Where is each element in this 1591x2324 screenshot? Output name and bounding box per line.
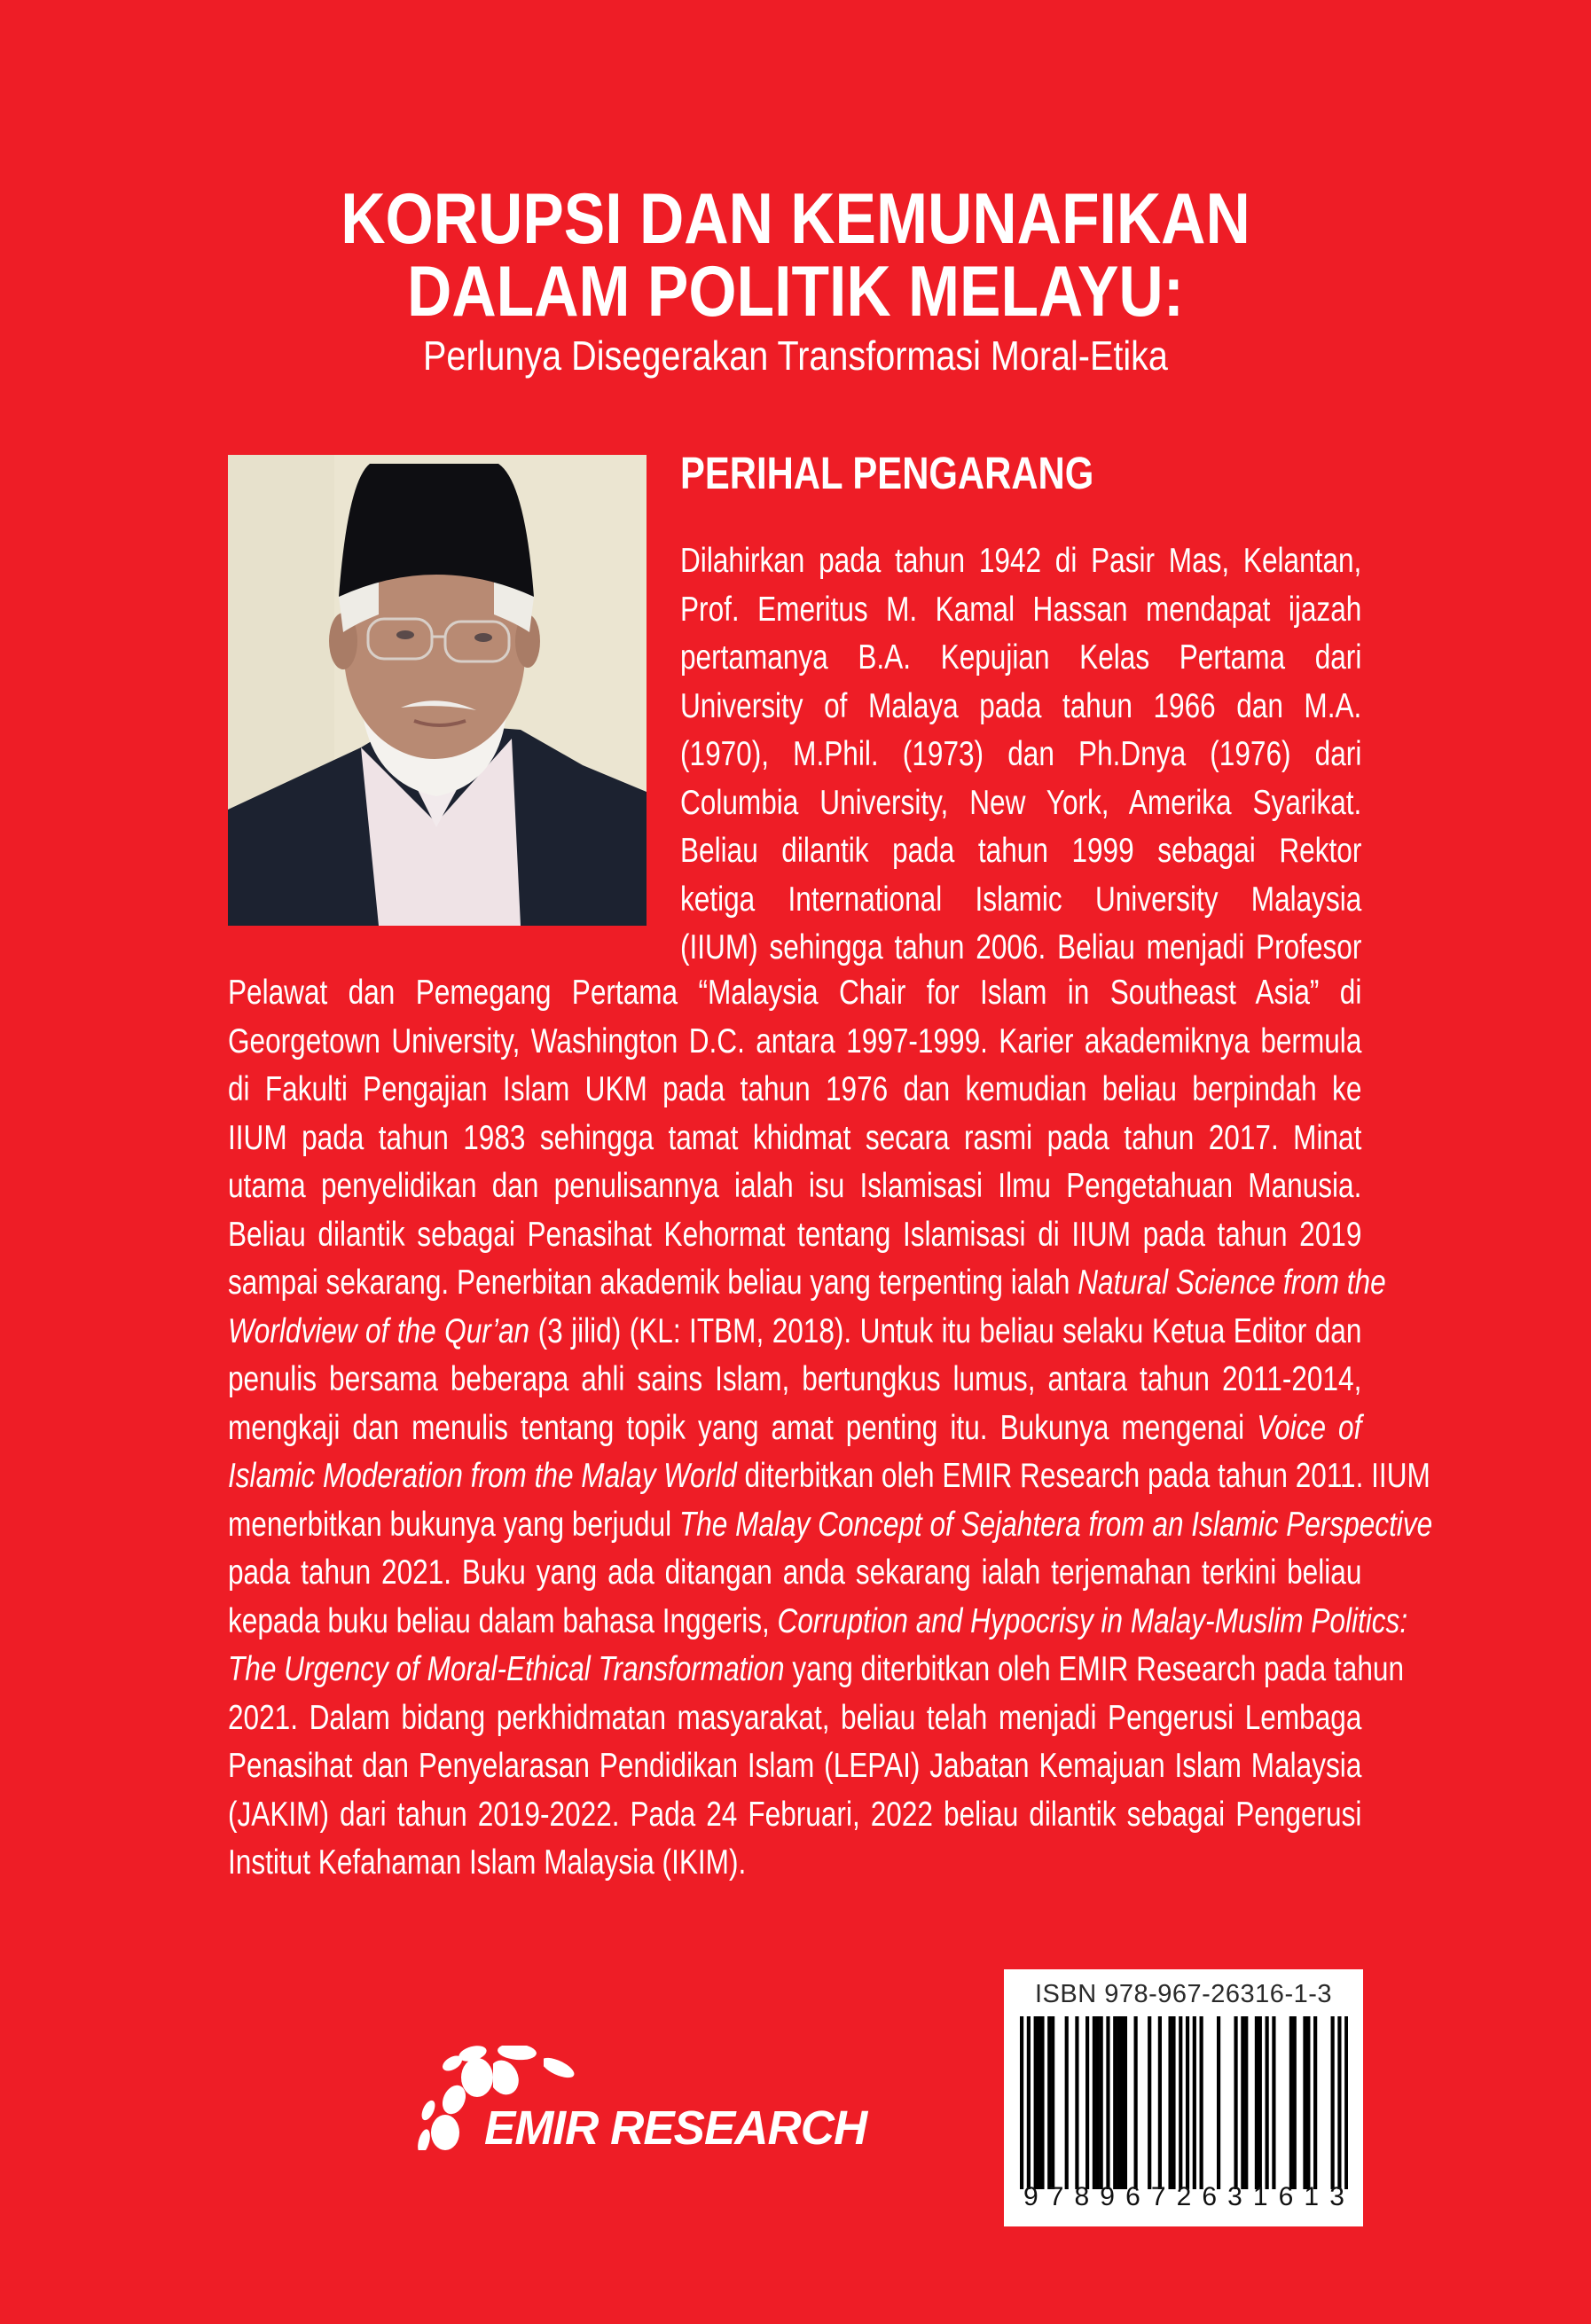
barcode-bar [1020, 2016, 1023, 2189]
book-title-italic: Corruption and Hypocrisy in Malay-Muslim Politics: [777, 1601, 1408, 1640]
bio-line: University of Malaya pada tahun 1966 dan M.A. [680, 686, 1362, 725]
book-title-italic: The Malay Concept of Sejahtera from an Islamic Perspective [678, 1505, 1433, 1544]
isbn-digit: 3 [1329, 2182, 1344, 2211]
barcode-bar [1158, 2016, 1162, 2189]
bio-text: Beliau dilantik sebagai Penasihat Kehormat tentang Islamisasi di IIUM pada tahun 2019 [228, 1215, 1362, 1254]
isbn-digit: 7 [1048, 2182, 1064, 2211]
barcode-bar [1289, 2016, 1293, 2189]
about-author-heading: PERIHAL PENGARANG [680, 448, 1094, 498]
bio-line [228, 1115, 1361, 1163]
barcode-bar [1093, 2016, 1096, 2189]
author-photo [228, 455, 647, 926]
bio-text: pada tahun 2021. Buku yang ada ditangan anda sekarang ialah terjemahan terkini beliau [228, 1553, 1362, 1592]
barcode-bar [1113, 2016, 1117, 2189]
book-title-italic: Voice of [1257, 1408, 1362, 1447]
barcode-bar [1244, 2016, 1248, 2189]
bio-line [228, 1646, 1405, 1694]
book-subtitle: Perlunya Disegerakan Transformasi Moral-Etika [423, 333, 1168, 379]
bio-text: yang diterbitkan oleh EMIR Research pada tahun [784, 1650, 1405, 1688]
barcode-bar [1100, 2016, 1103, 2189]
isbn-digit: 2 [1176, 2182, 1192, 2211]
barcode-bar [1200, 2016, 1203, 2189]
barcode-bar [1096, 2016, 1100, 2189]
bio-line [228, 1356, 1361, 1405]
barcode-bar [1303, 2016, 1306, 2189]
bio-line: pertamanya B.A. Kepujian Kelas Pertama dari [680, 638, 1362, 677]
bio-line: Columbia University, New York, Amerika Syarikat. [680, 783, 1362, 822]
bio-text: 2021. Dalam bidang perkhidmatan masyarakat, beliau telah menjadi Pengerusi Lembaga [228, 1698, 1362, 1737]
barcode-bar [1124, 2016, 1127, 2189]
isbn-digit: 6 [1125, 2182, 1140, 2211]
author-bio-continued [228, 969, 1433, 1888]
bio-line [228, 1839, 1361, 1888]
barcode-bar [1193, 2016, 1196, 2189]
bio-text: (3 jilid) (KL: ITBM, 2018). Untuk itu beliau selaku Ketua Editor dan [529, 1311, 1362, 1350]
emir-dots-logo-icon-right [493, 2046, 546, 2099]
book-title-italic: Worldview of the Qur’an [228, 1311, 530, 1350]
barcode-bar [1293, 2016, 1297, 2189]
barcode-bar [1120, 2016, 1124, 2189]
isbn-digit: 8 [1074, 2182, 1090, 2211]
barcode-bar [1272, 2016, 1275, 2189]
author-portrait-icon [228, 455, 647, 926]
book-title-italic: Natural Science from the [1078, 1264, 1386, 1302]
book-title-line-2: DALAM POLITIK MELAYU: [407, 252, 1184, 332]
isbn-digit: 1 [1252, 2182, 1268, 2211]
barcode-bar [1306, 2016, 1310, 2189]
isbn-digit: 1 [1304, 2182, 1320, 2211]
barcode-bar [1313, 2016, 1317, 2189]
bio-line [228, 1405, 1361, 1453]
book-title-italic: Islamic Moderation from the Malay World [228, 1457, 737, 1495]
bio-text: penulis bersama beberapa ahli sains Islam, bertungkus lumus, antara tahun 2011-2014, [228, 1360, 1362, 1398]
barcode-bar [1117, 2016, 1120, 2189]
bio-line [228, 969, 1361, 1018]
barcode-bar [1040, 2016, 1044, 2189]
bio-line: ketiga International Islamic University Malaysia [680, 880, 1362, 919]
isbn-digit: 3 [1227, 2182, 1242, 2211]
isbn-barcode-box [1004, 1969, 1363, 2226]
bio-text: diterbitkan oleh EMIR Research pada tahun 2011. IIUM [736, 1457, 1430, 1495]
bio-line: (1970), M.Phil. (1973) dan Ph.Dnya (1976) dari [680, 735, 1362, 773]
barcode-bar [1337, 2016, 1341, 2189]
bio-text: (JAKIM) dari tahun 2019-2022. Pada 24 Februari, 2022 beliau dilantik sebagai Pengerusi [228, 1795, 1362, 1834]
barcode-bar [1027, 2016, 1031, 2189]
publisher-logo [415, 2044, 867, 2155]
book-title-block [0, 179, 1591, 381]
bio-text: Institut Kefahaman Islam Malaysia (IKIM). [228, 1843, 747, 1882]
isbn-digit: 7 [1150, 2182, 1166, 2211]
bio-text: sampai sekarang. Penerbitan akademik beliau yang terpenting ialah [228, 1264, 1078, 1302]
isbn-digit: 9 [1100, 2182, 1115, 2211]
barcode-bar [1172, 2016, 1175, 2189]
barcode-bar [1085, 2016, 1089, 2189]
barcode-bar [1106, 2016, 1109, 2189]
publisher-name: EMIR RESEARCH [484, 2101, 867, 2155]
bio-line [228, 1742, 1361, 1791]
bio-text: IIUM pada tahun 1983 sehingga tamat khidmat secara rasmi pada tahun 2017. Minat [228, 1118, 1362, 1157]
bio-line [228, 1549, 1361, 1598]
bio-line [228, 1211, 1361, 1260]
barcode-bar [1186, 2016, 1189, 2189]
bio-text: menerbitkan bukunya yang berjudul [228, 1505, 679, 1544]
bio-text: utama penyelidikan dan penulisannya ialah isu Islamisasi Ilmu Pengetahuan Manusia. [228, 1167, 1362, 1205]
author-bio-column [680, 537, 1361, 973]
isbn-digit: 6 [1202, 2182, 1218, 2211]
barcode-icon [1020, 2016, 1348, 2189]
barcode-bar [1075, 2016, 1078, 2189]
bio-text: Penasihat dan Penyelarasan Pendidikan Islam (LEPAI) Jabatan Kemajuan Islam Malaysia [228, 1747, 1362, 1785]
bio-text: Pelawat dan Pemegang Pertama “Malaysia Chair for Islam in Southeast Asia” di [228, 974, 1362, 1012]
isbn-label: ISBN 978-967-26316-1-3 [1034, 1980, 1333, 2008]
barcode-bar [1168, 2016, 1172, 2189]
bio-line [228, 1259, 1386, 1308]
bio-line: Beliau dilantik pada tahun 1999 sebagai Rektor [680, 832, 1362, 870]
barcode-bar [1255, 2016, 1258, 2189]
bio-line [228, 1791, 1361, 1840]
barcode-bar [1034, 2016, 1038, 2189]
bio-text: di Fakulti Pengajian Islam UKM pada tahun 1976 dan kemudian beliau berpindah ke [228, 1070, 1362, 1108]
bio-text: kepada buku beliau dalam bahasa Inggeris, [228, 1601, 778, 1640]
bio-text: mengkaji dan menulis tentang topik yang amat penting itu. Bukunya mengenai [228, 1408, 1258, 1447]
barcode-bar [1134, 2016, 1138, 2189]
bio-text: Georgetown University, Washington D.C. antara 1997-1999. Karier akademiknya bermula [228, 1021, 1362, 1060]
bio-line: (IIUM) sehingga tahun 2006. Beliau menjadi Profesor [680, 928, 1362, 966]
barcode-bar [1234, 2016, 1237, 2189]
isbn-digit: 9 [1023, 2182, 1038, 2211]
barcode-bar [1047, 2016, 1051, 2189]
emir-dots-logo-icon-far [544, 2057, 579, 2084]
barcode-bar [1037, 2016, 1040, 2189]
bio-line [228, 1066, 1361, 1115]
barcode-bar [1217, 2016, 1220, 2189]
bio-line [228, 1452, 1430, 1501]
barcode-bar [1344, 2016, 1348, 2189]
barcode-bar [1148, 2016, 1151, 2189]
bio-line [228, 1501, 1433, 1550]
bio-line: Dilahirkan pada tahun 1942 di Pasir Mas, Kelantan, [680, 542, 1362, 580]
barcode-bar [1241, 2016, 1244, 2189]
barcode-bar [1051, 2016, 1054, 2189]
bio-line [228, 1162, 1361, 1211]
barcode-bar [1065, 2016, 1069, 2189]
bio-line [228, 1308, 1361, 1357]
barcode-bar [1258, 2016, 1262, 2189]
barcode-bar [1266, 2016, 1269, 2189]
bio-line: Prof. Emeritus M. Kamal Hassan mendapat ijazah [680, 590, 1362, 629]
bio-line [228, 1694, 1361, 1743]
isbn-digits [1020, 2182, 1348, 2212]
bio-line [228, 1018, 1361, 1067]
bio-line [228, 1598, 1408, 1647]
barcode-bar [1331, 2016, 1335, 2189]
book-title-italic: The Urgency of Moral-Ethical Transformation [228, 1650, 785, 1688]
barcode-bar [1179, 2016, 1182, 2189]
emir-dots-logo-icon [415, 2044, 495, 2150]
book-title-line-1: KORUPSI DAN KEMUNAFIKAN [341, 179, 1250, 259]
isbn-digit: 6 [1278, 2182, 1294, 2211]
